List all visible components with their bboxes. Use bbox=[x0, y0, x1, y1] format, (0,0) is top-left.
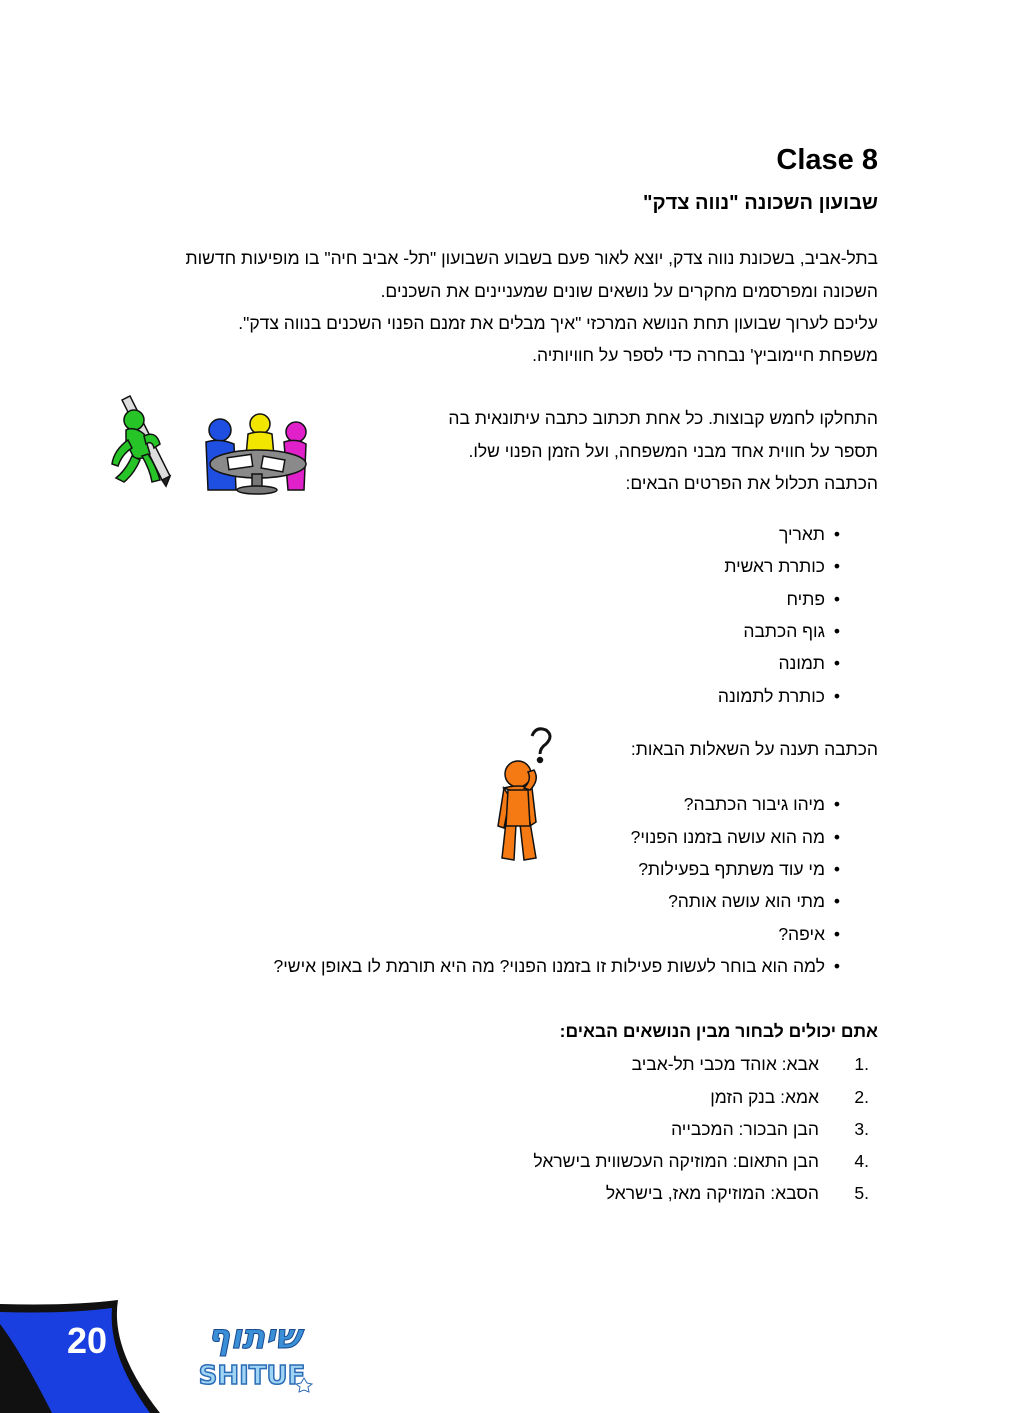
list-item: • למה הוא בוחר לעשות פעילות זו בזמנו הפנוי? מה היא תורמת לו באופן אישי? bbox=[273, 956, 840, 976]
list-item: • פתיח bbox=[786, 589, 840, 609]
intro-line-4: משפחת חיימוביץ' נבחרה כדי לספר על חוויותיה. bbox=[532, 345, 878, 365]
thinking-orange-figure-icon bbox=[494, 726, 560, 866]
list-item: • גוף הכתבה bbox=[743, 621, 840, 641]
instruction-line-3: הכתבה תכלול את הפרטים הבאים: bbox=[625, 473, 878, 493]
list-item: • מי עוד משתתף בפעילות? bbox=[638, 859, 840, 879]
list-item: 2. אמא: בנק הזמן bbox=[710, 1087, 869, 1107]
list-item: • מיהו גיבור הכתבה? bbox=[683, 794, 840, 814]
list-item: • מתי הוא עושה אותה? bbox=[668, 891, 840, 911]
group-meeting-table-icon bbox=[200, 412, 312, 496]
list-item: • תמונה bbox=[778, 653, 840, 673]
questions-intro: הכתבה תענה על השאלות הבאות: bbox=[630, 739, 878, 759]
list-item: • תאריך bbox=[779, 524, 840, 544]
instruction-line-2: תספר על חווית אחד מבני המשפחה, ועל הזמן הפנוי שלו. bbox=[468, 441, 878, 461]
instruction-line-1: התחלקו לחמש קבוצות. כל אחת תכתוב כתבה עיתונאית בה bbox=[448, 408, 878, 428]
intro-line-2: השכונה ומפרסמים מחקרים על נושאים שונים שמעניינים את השכנים. bbox=[380, 281, 878, 301]
logo-latin: SHITUF bbox=[198, 1361, 306, 1391]
page-subtitle: שבועון השכונה "נווה צדק" bbox=[643, 192, 878, 214]
page-title: Clase 8 bbox=[776, 144, 878, 176]
list-item: 5. הסבא: המוזיקה מאז, בישראל bbox=[605, 1183, 869, 1203]
list-item: 1. אבא: אוהד מכבי תל-אביב bbox=[631, 1054, 869, 1074]
green-figure-writing-icon bbox=[104, 394, 179, 492]
list-item: • כותרת ראשית bbox=[724, 556, 840, 576]
logo-hebrew: שיתוף bbox=[207, 1317, 301, 1357]
list-item: • מה הוא עושה בזמנו הפנוי? bbox=[630, 827, 840, 847]
shituf-logo bbox=[194, 1312, 314, 1392]
list-item: • איפה? bbox=[778, 924, 840, 944]
topics-heading: אתם יכולים לבחור מבין הנושאים הבאים: bbox=[559, 1021, 878, 1041]
intro-line-1: בתל-אביב, בשכונת נווה צדק, יוצא לאור פעם בשבוע השבועון "תל- אביב חיה" בו מופיעות חדשות bbox=[185, 248, 878, 268]
page-number: 20 bbox=[66, 1320, 108, 1361]
list-item: • כותרת לתמונה bbox=[717, 686, 840, 706]
list-item: 3. הבן הבכור: המכבייה bbox=[671, 1119, 869, 1139]
intro-line-3: עליכם לערוך שבועון תחת הנושא המרכזי "איך מבלים את זמנם הפנוי השכנים בנווה צדק". bbox=[238, 313, 878, 333]
list-item: 4. הבן התאום: המוזיקה העכשווית בישראל bbox=[533, 1151, 869, 1171]
